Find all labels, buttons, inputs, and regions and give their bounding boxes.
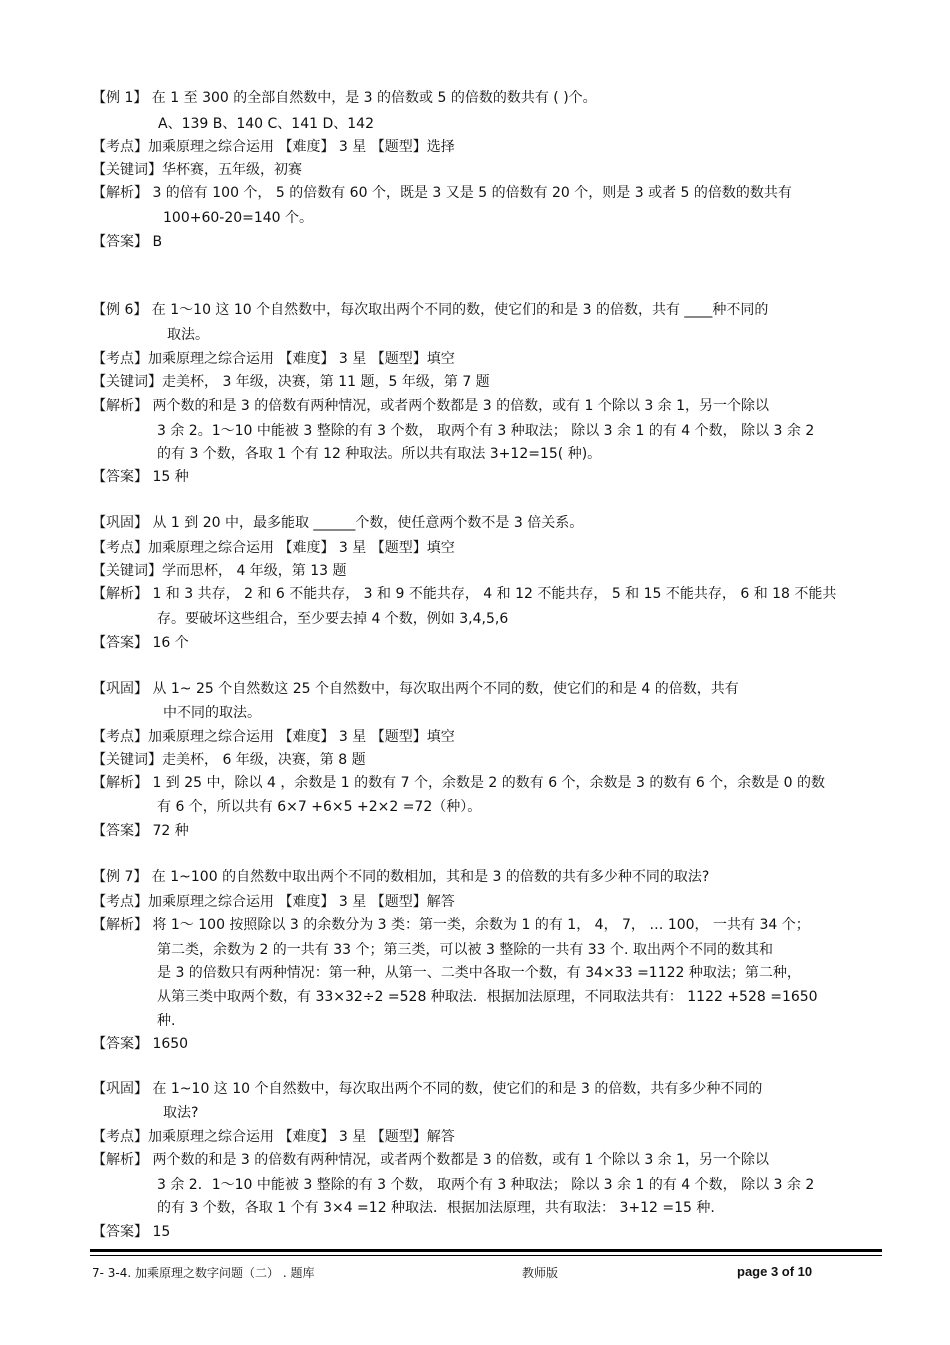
- footer-rule-thick: [90, 1249, 882, 1252]
- text-line: 【解析】 将 1～ 100 按照除以 3 的余数分为 3 类：第一类，余数为 1 的有 1， 4， 7， … 100， 一共有 34 个；: [92, 917, 810, 933]
- footer-source: 7- 3-4. 加乘原理之数字问题（二） . 题库: [92, 1266, 315, 1280]
- text-line: 是 3 的倍数只有两种情况：第一种，从第一、二类中各取一个数，有 34×33 =1122 种取法；第二种，: [157, 965, 801, 981]
- text-line: 100+60-20=140 个。: [163, 210, 314, 226]
- text-line: A、139 B、140 C、141 D、142: [158, 116, 374, 132]
- footer-page-number: page 3 of 10: [737, 1264, 813, 1279]
- text-line: 中不同的取法。: [163, 705, 261, 721]
- text-line: 种.: [157, 1013, 176, 1029]
- text-line: 的有 3 个数，各取 1 个有 12 种取法。所以共有取法 3+12=15( 种)。: [157, 446, 602, 462]
- text-line: 【考点】加乘原理之综合运用 【难度】 3 星 【题型】填空: [92, 540, 455, 556]
- text-line: 【例 7】 在 1~100 的自然数中取出两个不同的数相加，其和是 3 的倍数的共有多少种不同的取法?: [92, 869, 710, 885]
- text-line: 【例 6】 在 1～10 这 10 个自然数中，每次取出两个不同的数，使它们的和是 3 的倍数，共有 ____种不同的: [92, 302, 769, 318]
- text-line: 取法?: [163, 1105, 199, 1121]
- text-line: 【解析】 3 的倍有 100 个， 5 的倍数有 60 个，既是 3 又是 5 的倍数有 20 个，则是 3 或者 5 的倍数的数共有: [92, 185, 792, 201]
- text-line: 【巩固】 在 1~10 这 10 个自然数中，每次取出两个不同的数，使它们的和是 3 的倍数，共有多少种不同的: [92, 1081, 763, 1097]
- text-line: 【考点】加乘原理之综合运用 【难度】 3 星 【题型】填空: [92, 351, 455, 367]
- text-line: 【关键词】学而思杯， 4 年级，第 13 题: [92, 563, 347, 579]
- text-line: 【考点】加乘原理之综合运用 【难度】 3 星 【题型】解答: [92, 894, 455, 910]
- text-line: 存。要破坏这些组合，至少要去掉 4 个数，例如 3,4,5,6: [157, 611, 509, 627]
- text-line: 【答案】 B: [92, 234, 163, 250]
- text-line: 【考点】加乘原理之综合运用 【难度】 3 星 【题型】选择: [92, 139, 455, 155]
- text-line: 有 6 个，所以共有 6×7 +6×5 +2×2 =72（种）。: [157, 799, 482, 815]
- text-line: 【答案】 72 种: [92, 823, 189, 839]
- footer-edition: 教师版: [522, 1266, 559, 1280]
- text-line: 【解析】 两个数的和是 3 的倍数有两种情况，或者两个数都是 3 的倍数，或有 1 个除以 3 余 1，另一个除以: [92, 1152, 770, 1168]
- text-line: 【答案】 16 个: [92, 635, 189, 651]
- text-line: 取法。: [167, 327, 209, 343]
- text-line: 【解析】 两个数的和是 3 的倍数有两种情况，或者两个数都是 3 的倍数，或有 1 个除以 3 余 1，另一个除以: [92, 398, 770, 414]
- text-line: 【关键词】走美杯， 3 年级，决赛，第 11 题，5 年级，第 7 题: [92, 374, 490, 390]
- text-line: 【考点】加乘原理之综合运用 【难度】 3 星 【题型】解答: [92, 1129, 455, 1145]
- text-line: 【例 1】 在 1 至 300 的全部自然数中，是 3 的倍数或 5 的倍数的数共有 ( )个。: [92, 90, 597, 106]
- text-line: 【解析】 1 和 3 共存， 2 和 6 不能共存， 3 和 9 不能共存， 4 和 12 不能共存， 5 和 15 不能共存， 6 和 18 不能共: [92, 586, 837, 602]
- text-line: 【关键词】走美杯， 6 年级，决赛，第 8 题: [92, 752, 366, 768]
- text-line: 3 余 2．1～10 中能被 3 整除的有 3 个数， 取两个有 3 种取法； 除以 3 余 1 的有 4 个数， 除以 3 余 2: [157, 1177, 815, 1193]
- text-line: 【巩固】 从 1 到 20 中，最多能取 ______个数，使任意两个数不是 3 倍关系。: [92, 515, 584, 531]
- text-line: 3 余 2。1～10 中能被 3 整除的有 3 个数， 取两个有 3 种取法； 除以 3 余 1 的有 4 个数， 除以 3 余 2: [157, 423, 815, 439]
- text-line: 【答案】 15 种: [92, 469, 189, 485]
- text-line: 的有 3 个数，各取 1 个有 3×4 =12 种取法．根据加法原理，共有取法： 3+12 =15 种.: [157, 1200, 715, 1216]
- footer-rule-thin: [90, 1255, 882, 1256]
- text-line: 【考点】加乘原理之综合运用 【难度】 3 星 【题型】填空: [92, 729, 455, 745]
- text-line: 【解析】 1 到 25 中，除以 4 ，余数是 1 的数有 7 个，余数是 2 的数有 6 个，余数是 3 的数有 6 个，余数是 0 的数: [92, 775, 825, 791]
- text-line: 【答案】 1650: [92, 1036, 189, 1052]
- text-line: 第二类，余数为 2 的一共有 33 个；第三类，可以被 3 整除的一共有 33 个. 取出两个不同的数其和: [157, 942, 773, 958]
- text-line: 【巩固】 从 1~ 25 个自然数这 25 个自然数中，每次取出两个不同的数，使它们的和是 4 的倍数，共有: [92, 681, 739, 697]
- text-line: 从第三类中取两个数，有 33×32÷2 =528 种取法．根据加法原理，不同取法共有： 1122 +528 =1650: [157, 989, 818, 1005]
- text-line: 【关键词】华杯赛，五年级，初赛: [92, 162, 302, 178]
- text-line: 【答案】 15: [92, 1224, 171, 1240]
